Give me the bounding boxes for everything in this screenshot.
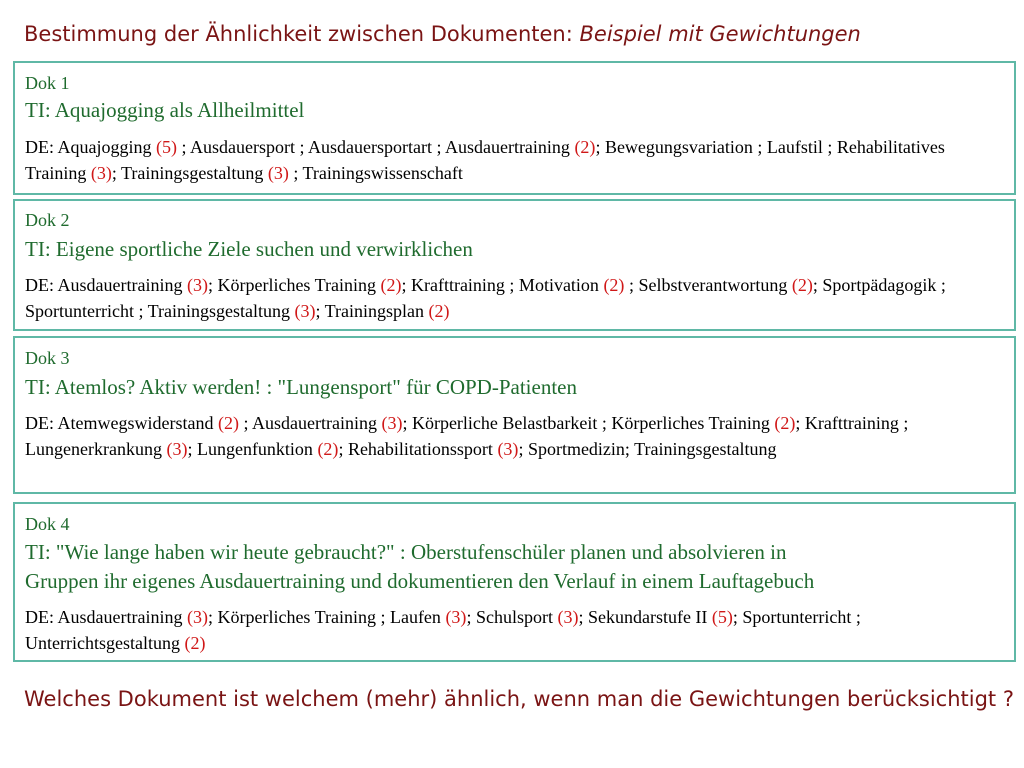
weight-value: (2) <box>184 633 206 653</box>
document-box-2 <box>13 199 1016 331</box>
descriptor-text: DE: Ausdauertraining <box>25 607 187 627</box>
doc-label: Dok 4 <box>25 514 70 534</box>
descriptor-text: ; Trainingswissenschaft <box>288 163 463 183</box>
descriptor-text: ; Sekundarstufe II <box>578 607 712 627</box>
doc-title-line-1: TI: "Wie lange haben wir heute gebraucht?" : Oberstufenschüler planen und absolvieren in <box>25 540 787 564</box>
descriptor-text: ; Bewegungsvariation ; Laufstil ; Rehabilitatives Training <box>25 137 945 183</box>
descriptor-text: ; Trainingsgestaltung <box>111 163 268 183</box>
weight-value: (3) <box>445 607 467 627</box>
descriptor-text: ; Lungenfunktion <box>187 439 318 459</box>
weight-value: (3) <box>294 301 316 321</box>
slide-title-main: Bestimmung der Ähnlichkeit zwischen Dokumenten: <box>24 22 580 46</box>
weight-value: (2) <box>428 301 450 321</box>
slide-title <box>24 18 1014 50</box>
doc-descriptors <box>25 604 1004 656</box>
document-box-1 <box>13 61 1016 195</box>
doc-descriptors <box>25 410 1004 462</box>
weight-value: (2) <box>774 413 796 433</box>
weight-value: (5) <box>156 137 177 157</box>
weight-value: (3) <box>186 607 208 627</box>
doc-label: Dok 3 <box>25 348 70 368</box>
question-text: Welches Dokument ist welchem (mehr) ähnlich, wenn man die Gewichtungen berücksichtigt ? <box>24 687 1014 711</box>
doc-label: Dok 2 <box>25 210 70 230</box>
weight-value: (3) <box>557 607 579 627</box>
descriptor-text: ; Krafttraining ; Motivation <box>401 275 604 295</box>
doc-descriptors <box>25 134 1004 186</box>
descriptor-text: ; Körperliches Training <box>207 275 381 295</box>
descriptor-text: ; Rehabilitationssport <box>338 439 498 459</box>
doc-label: Dok 1 <box>25 73 70 93</box>
descriptor-text: ; Trainingsplan <box>315 301 429 321</box>
slide-title-emphasis: Beispiel mit Gewichtungen <box>579 22 861 46</box>
descriptor-text: ; Körperliches Training ; Laufen <box>207 607 446 627</box>
document-box-3 <box>13 336 1016 494</box>
doc-title-line-2: Gruppen ihr eigenes Ausdauertraining und dokumentieren den Verlauf in einem Lauftagebuch <box>25 569 815 593</box>
descriptor-text: ; Körperliche Belastbarkeit ; Körperliches Training <box>402 413 775 433</box>
descriptor-text: ; Ausdauertraining <box>238 413 382 433</box>
weight-value: (2) <box>317 439 339 459</box>
descriptor-text: DE: Atemwegswiderstand <box>25 413 218 433</box>
weight-value: (3) <box>497 439 519 459</box>
doc-title: TI: Atemlos? Aktiv werden! : "Lungensport" für COPD-Patienten <box>25 375 577 399</box>
descriptor-text: ; Schulsport <box>466 607 558 627</box>
descriptor-text: ; Ausdauersport ; Ausdauersportart ; Ausdauertraining <box>177 137 575 157</box>
weight-value: (2) <box>380 275 402 295</box>
doc-title: TI: Eigene sportliche Ziele suchen und verwirklichen <box>25 237 473 261</box>
descriptor-text: DE: Ausdauertraining <box>25 275 187 295</box>
descriptor-text: ; Krafttraining ; Lungenerkrankung <box>25 413 909 459</box>
doc-descriptors <box>25 272 1004 324</box>
descriptor-text: ; Sportpädagogik ; Sportunterricht ; Trainingsgestaltung <box>25 275 946 321</box>
document-box-4 <box>13 502 1016 662</box>
weight-value: (5) <box>711 607 733 627</box>
descriptor-text: ; Selbstverantwortung <box>624 275 792 295</box>
weight-value: (3) <box>166 439 188 459</box>
descriptor-text: ; Sportmedizin; Trainingsgestaltung <box>518 439 777 459</box>
weight-value: (3) <box>381 413 403 433</box>
descriptor-text: ; Sportunterricht ; Unterrichtsgestaltung <box>25 607 861 653</box>
weight-value: (2) <box>791 275 813 295</box>
doc-title: TI: Aquajogging als Allheilmittel <box>25 98 305 122</box>
weight-value: (3) <box>90 163 112 183</box>
descriptor-text: DE: Aquajogging <box>25 137 156 157</box>
weight-value: (3) <box>267 163 289 183</box>
weight-value: (2) <box>603 275 625 295</box>
weight-value: (2) <box>217 413 239 433</box>
weight-value: (3) <box>186 275 208 295</box>
weight-value: (2) <box>574 137 596 157</box>
